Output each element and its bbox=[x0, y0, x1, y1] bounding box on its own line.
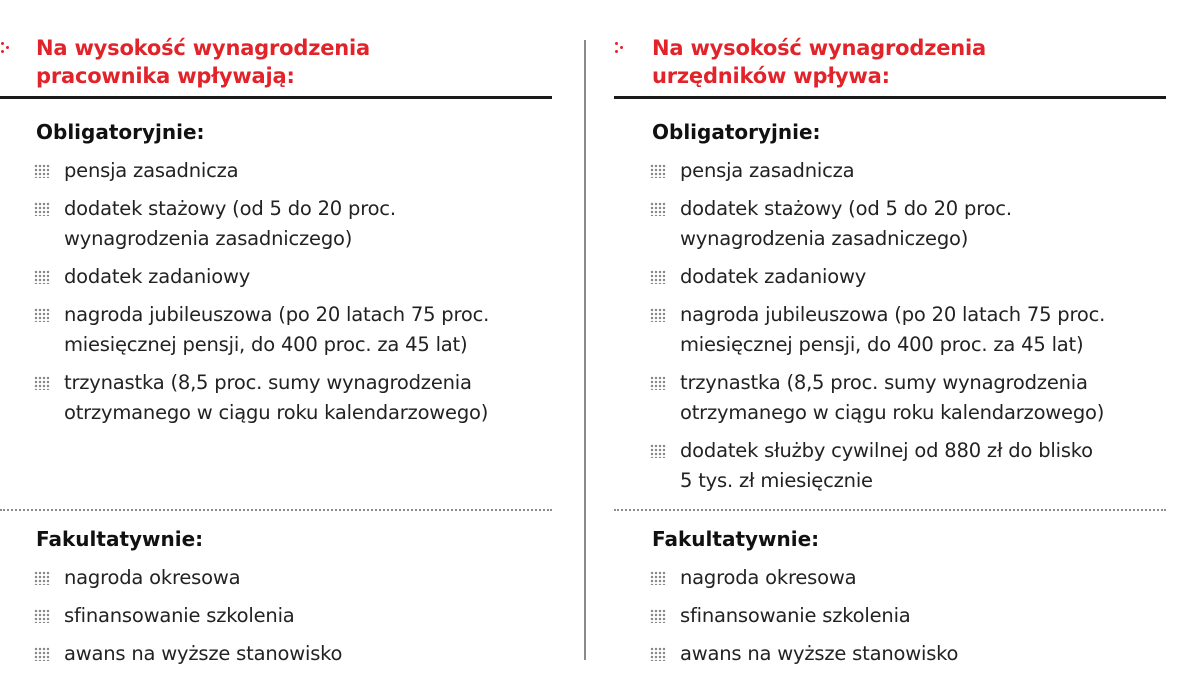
list-item bbox=[34, 563, 546, 593]
list-item-text: trzynastka (8,5 proc. sumy wynagrodzenia otrzymanego w ciągu roku kalendarzowego) bbox=[64, 371, 489, 424]
list-item-text: dodatek zadaniowy bbox=[64, 265, 251, 288]
column-header bbox=[614, 34, 1166, 96]
mandatory-heading: Obligatoryjnie: bbox=[36, 120, 205, 144]
dot-grid-bullet-icon bbox=[34, 308, 50, 322]
red-dots-marker-icon bbox=[0, 40, 10, 56]
list-item-text: sfinansowanie szkolenia bbox=[64, 604, 295, 627]
dot-grid-bullet-icon bbox=[34, 647, 50, 661]
list-item-text: nagroda jubileuszowa (po 20 latach 75 proc. miesięcznej pensji, do 400 proc. za 45 lat) bbox=[680, 303, 1106, 356]
list-item-text: nagroda jubileuszowa (po 20 latach 75 proc. miesięcznej pensji, do 400 proc. za 45 lat) bbox=[64, 303, 490, 356]
list-item bbox=[34, 156, 546, 186]
list-item bbox=[650, 194, 1162, 254]
list-item-text: sfinansowanie szkolenia bbox=[680, 604, 911, 627]
dot-grid-bullet-icon bbox=[650, 571, 666, 585]
column-title: Na wysokość wynagrodzenia urzędników wpływa: bbox=[652, 36, 987, 88]
optional-heading: Fakultatywnie: bbox=[36, 527, 204, 551]
dot-grid-bullet-icon bbox=[650, 609, 666, 623]
list-item-text: dodatek stażowy (od 5 do 20 proc. wynagrodzenia zasadniczego) bbox=[680, 197, 1012, 250]
list-item bbox=[650, 262, 1162, 292]
list-item bbox=[34, 194, 546, 254]
dot-grid-bullet-icon bbox=[34, 609, 50, 623]
dot-grid-bullet-icon bbox=[650, 202, 666, 216]
list-item-text: dodatek stażowy (od 5 do 20 proc. wynagrodzenia zasadniczego) bbox=[64, 197, 396, 250]
dot-grid-bullet-icon bbox=[650, 308, 666, 322]
mandatory-heading: Obligatoryjnie: bbox=[652, 120, 821, 144]
dot-grid-bullet-icon bbox=[650, 647, 666, 661]
list-item bbox=[34, 262, 546, 292]
section-divider bbox=[0, 509, 552, 511]
column-header bbox=[0, 34, 552, 96]
dot-grid-bullet-icon bbox=[650, 376, 666, 390]
list-item bbox=[650, 368, 1162, 428]
list-item bbox=[650, 601, 1162, 631]
header-divider bbox=[614, 96, 1166, 99]
list-item bbox=[34, 300, 546, 360]
list-item bbox=[650, 639, 1162, 669]
list-item-text: pensja zasadnicza bbox=[680, 159, 855, 182]
list-item bbox=[34, 368, 546, 428]
dot-grid-bullet-icon bbox=[34, 270, 50, 284]
optional-list bbox=[34, 563, 546, 677]
list-item-text: pensja zasadnicza bbox=[64, 159, 239, 182]
list-item-text: awans na wyższe stanowisko bbox=[64, 642, 343, 665]
dot-grid-bullet-icon bbox=[34, 164, 50, 178]
column-title: Na wysokość wynagrodzenia pracownika wpływają: bbox=[36, 36, 371, 88]
optional-list bbox=[650, 563, 1162, 677]
list-item-text: trzynastka (8,5 proc. sumy wynagrodzenia otrzymanego w ciągu roku kalendarzowego) bbox=[680, 371, 1105, 424]
list-item-text: nagroda okresowa bbox=[680, 566, 857, 589]
list-item bbox=[650, 300, 1162, 360]
red-dots-marker-icon bbox=[614, 40, 624, 56]
list-item bbox=[34, 639, 546, 669]
dot-grid-bullet-icon bbox=[650, 270, 666, 284]
dot-grid-bullet-icon bbox=[650, 164, 666, 178]
header-divider bbox=[0, 96, 552, 99]
list-item-text: awans na wyższe stanowisko bbox=[680, 642, 959, 665]
mandatory-list bbox=[34, 156, 546, 436]
dot-grid-bullet-icon bbox=[650, 444, 666, 458]
list-item-text: dodatek służby cywilnej od 880 zł do blisko 5 tys. zł miesięcznie bbox=[680, 439, 1093, 492]
column-divider bbox=[584, 40, 586, 660]
section-divider bbox=[614, 509, 1166, 511]
list-item-text: dodatek zadaniowy bbox=[680, 265, 867, 288]
list-item bbox=[34, 601, 546, 631]
mandatory-list bbox=[650, 156, 1162, 504]
list-item-text: nagroda okresowa bbox=[64, 566, 241, 589]
dot-grid-bullet-icon bbox=[34, 571, 50, 585]
optional-heading: Fakultatywnie: bbox=[652, 527, 820, 551]
list-item bbox=[650, 156, 1162, 186]
dot-grid-bullet-icon bbox=[34, 202, 50, 216]
list-item bbox=[650, 563, 1162, 593]
dot-grid-bullet-icon bbox=[34, 376, 50, 390]
list-item bbox=[650, 436, 1162, 496]
